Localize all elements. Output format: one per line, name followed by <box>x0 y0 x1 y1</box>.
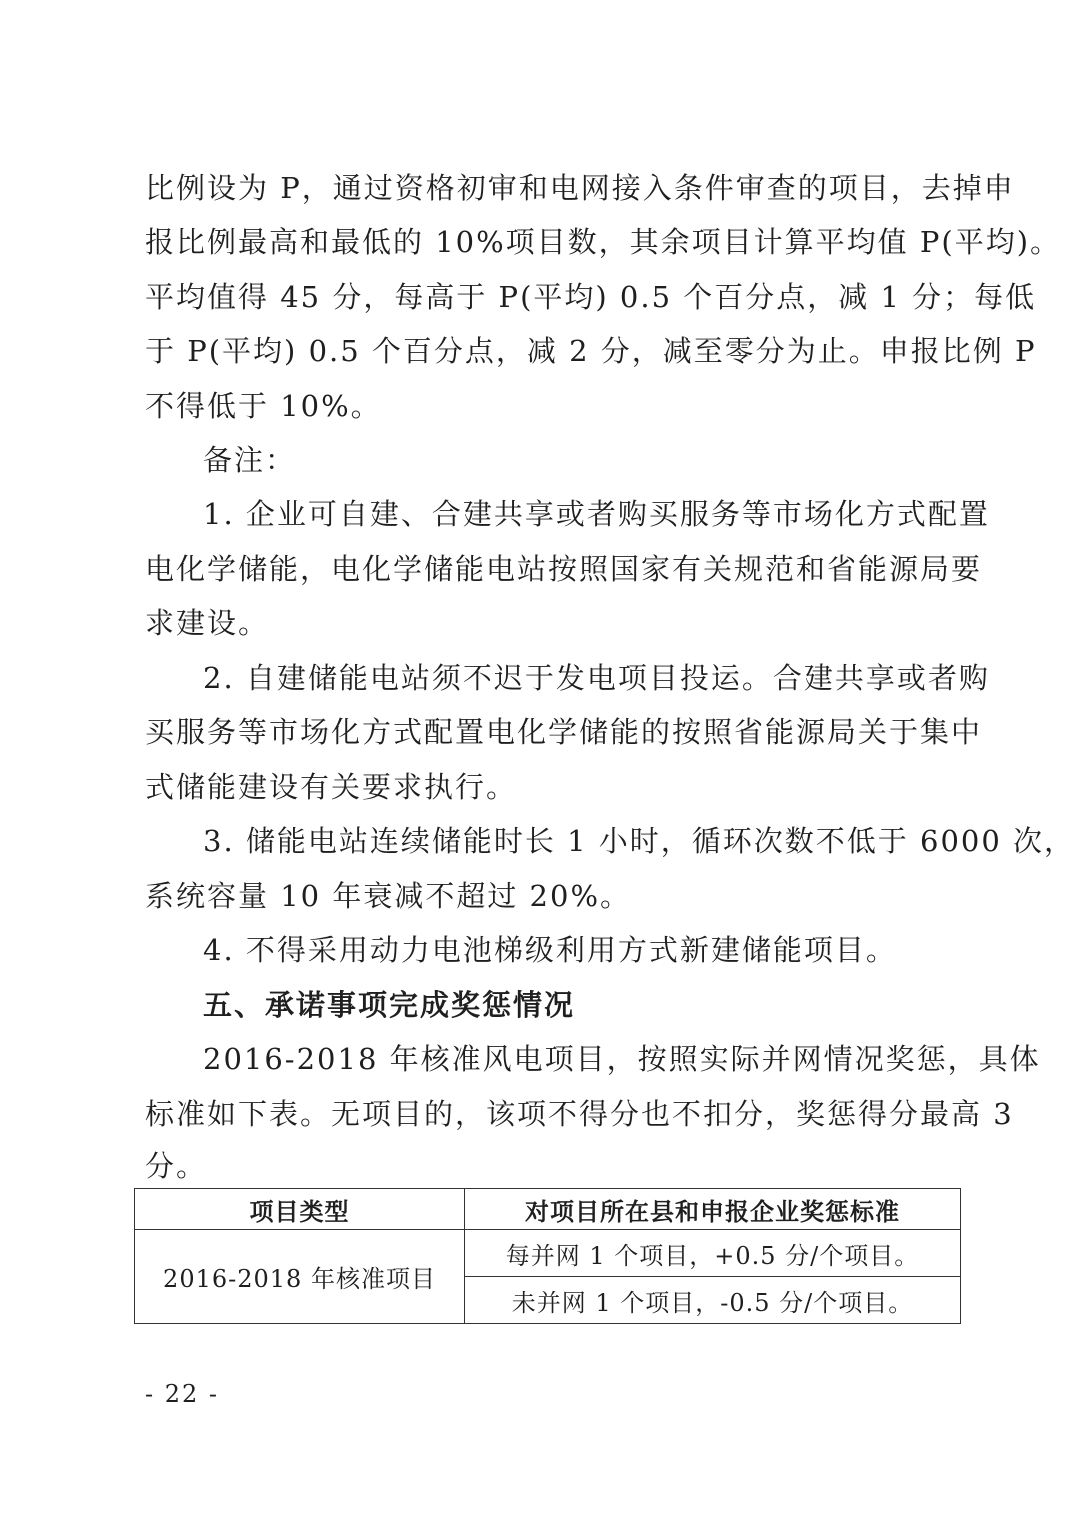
note-3-line: 系统容量 10 年衰减不超过 20%。 <box>145 879 632 913</box>
note-1-line: 1. 企业可自建、合建共享或者购买服务等市场化方式配置 <box>203 497 990 531</box>
note-3-line: 3. 储能电站连续储能时长 1 小时，循环次数不低于 6000 次， <box>203 824 1076 858</box>
table-header-project-type: 项目类型 <box>135 1189 465 1230</box>
paragraph-line: 报比例最高和最低的 10%项目数，其余项目计算平均值 P(平均)。 <box>145 225 1062 259</box>
table-row <box>135 1230 961 1277</box>
note-4-line: 4. 不得采用动力电池梯级利用方式新建储能项目。 <box>203 933 897 967</box>
note-1-line: 求建设。 <box>145 606 270 640</box>
section-5-line: 分。 <box>145 1149 208 1183</box>
note-2-line: 式储能建设有关要求执行。 <box>145 770 518 804</box>
note-2-line: 买服务等市场化方式配置电化学储能的按照省能源局关于集中 <box>145 715 983 749</box>
paragraph-line: 比例设为 P，通过资格初审和电网接入条件审查的项目，去掉申 <box>145 171 1015 205</box>
section-5-line: 2016-2018 年核准风电项目，按照实际并网情况奖惩，具体 <box>203 1042 1041 1076</box>
reward-penalty-table <box>134 1188 961 1324</box>
note-1-line: 电化学储能，电化学储能电站按照国家有关规范和省能源局要 <box>145 552 983 586</box>
note-label: 备注： <box>203 443 297 477</box>
table-cell-criteria: 未并网 1 个项目，-0.5 分/个项目。 <box>465 1277 961 1324</box>
paragraph-line: 不得低于 10%。 <box>145 389 382 423</box>
section-5-line: 标准如下表。无项目的，该项不得分也不扣分，奖惩得分最高 3 <box>145 1097 1014 1131</box>
table-header-row <box>135 1189 961 1230</box>
section-5-heading: 五、承诺事项完成奖惩情况 <box>203 988 576 1022</box>
table-cell-row-label: 2016-2018 年核准项目 <box>135 1230 465 1324</box>
table-header-criteria: 对项目所在县和申报企业奖惩标准 <box>465 1189 961 1230</box>
paragraph-line: 平均值得 45 分，每高于 P(平均) 0.5 个百分点，减 1 分；每低 <box>145 280 1037 314</box>
paragraph-line: 于 P(平均) 0.5 个百分点，减 2 分，减至零分为止。申报比例 P <box>145 334 1037 368</box>
table-cell-criteria: 每并网 1 个项目，+0.5 分/个项目。 <box>465 1230 961 1277</box>
note-2-line: 2. 自建储能电站须不迟于发电项目投运。合建共享或者购 <box>203 661 990 695</box>
page-number: - 22 - <box>145 1380 220 1408</box>
